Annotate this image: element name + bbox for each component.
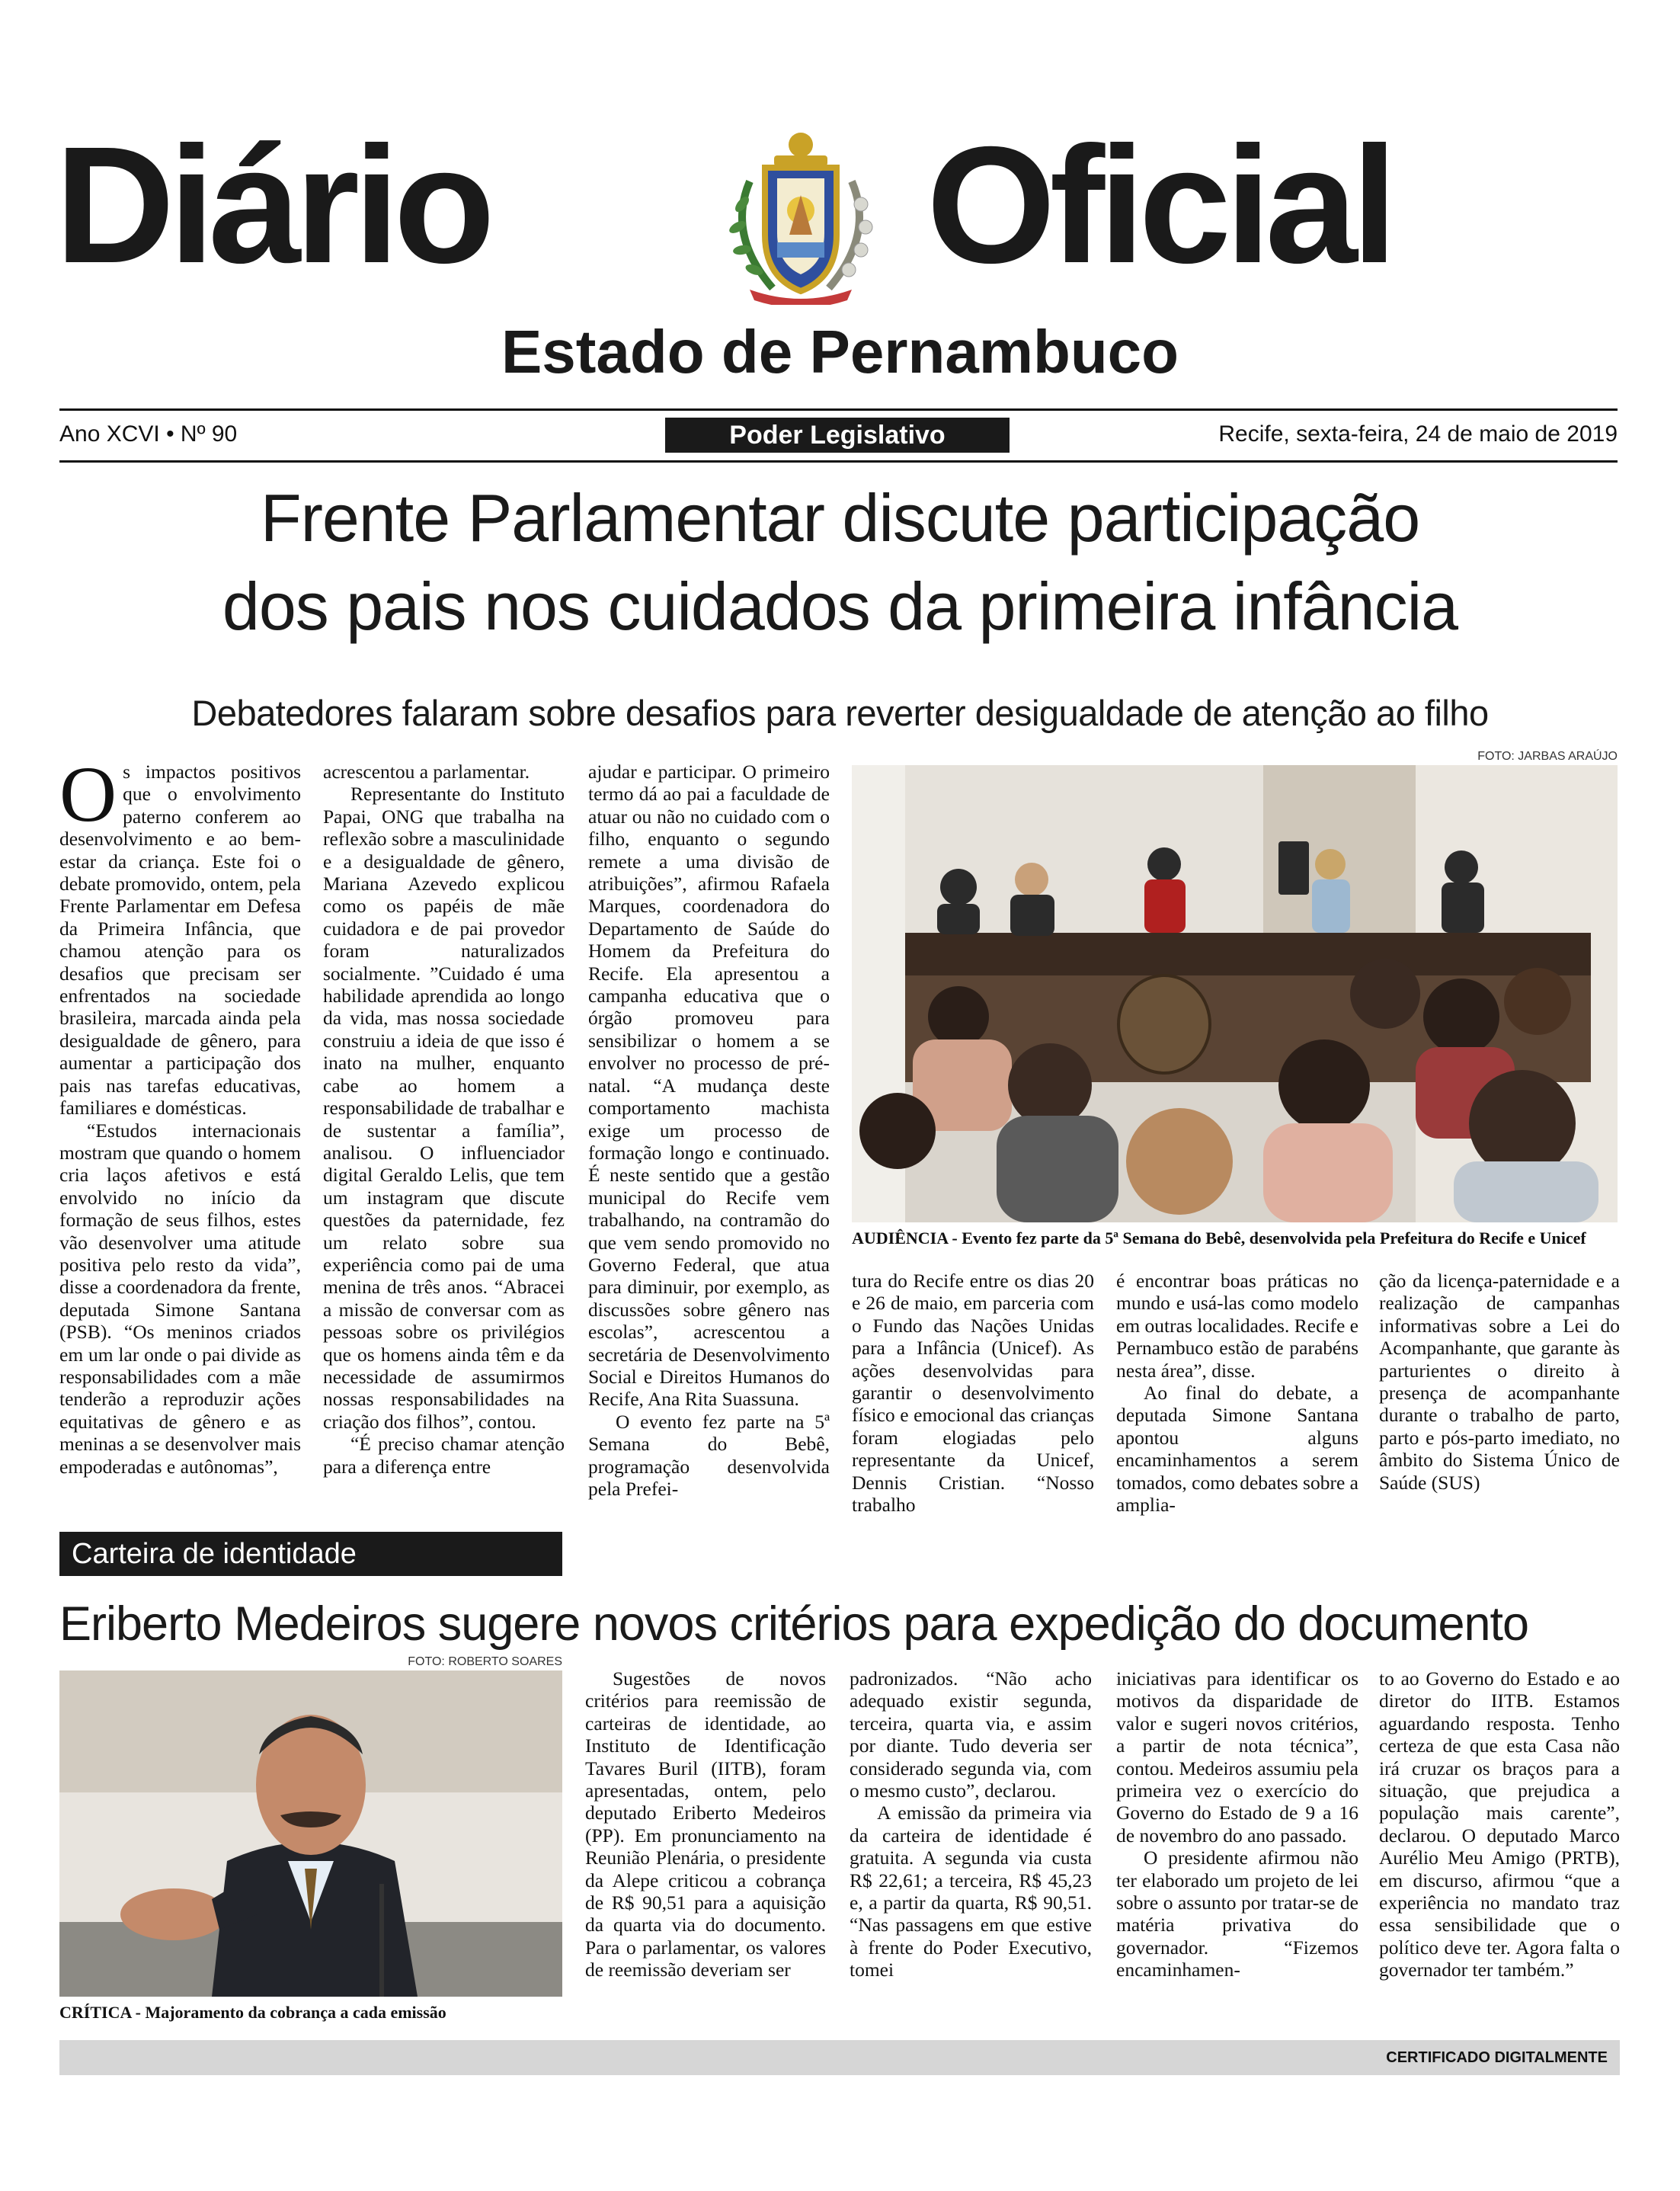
article1-photo-credit: FOTO: JARBAS ARAÚJO <box>1477 750 1618 763</box>
article1-col1-para-1-text: s impactos positivos que o envolvimento paterno conferem ao desenvolvimento e ao bem-estar da criança. Este foi o debate promovido, ontem, pela Frente Parlamentar em Defesa da Primeira Infância, que chamou atenção para os desafios que precisam ser enfrentados na sociedade brasileira, marcada ainda pela desigualdade de gênero, para aumentar a participação dos pais nas tarefas educativas, familiares e domésticas. <box>59 761 301 1120</box>
article2-column-2 <box>850 1667 1092 1981</box>
article2-col2-para-2: A emissão da primeira via da carteira de identidade é gratuita. A segunda via custa R$ 22,61; a terceira, R$ 45,23 e, a partir da quarta, R$ 90,51. “Nas passagens em que estive à frente do Poder Executivo, tomei <box>850 1802 1092 1981</box>
article1-column-2 <box>323 761 565 1478</box>
article1-column-3 <box>588 761 830 1500</box>
article2-kicker: Carteira de identidade <box>59 1532 562 1576</box>
article2-column-1 <box>585 1667 826 1981</box>
masthead-title-left: Diário <box>55 113 489 298</box>
article2-column-4 <box>1379 1667 1620 1981</box>
issue-number: Ano XCVI • Nº 90 <box>59 421 238 447</box>
article1-column-1 <box>59 751 301 1478</box>
masthead-title-right: Oficial <box>926 113 1392 298</box>
article2-photo-credit: FOTO: ROBERTO SOARES <box>408 1655 562 1668</box>
article2-col2-para-1: padronizados. “Não acho adequado existir segunda, terceira, quarta via, e assim por diante. Tudo deveria ser considerado segunda via, com o mesmo custo”, declarou. <box>850 1667 1092 1802</box>
article1-col2-para-3: “É preciso chamar atenção para a diferença entre <box>323 1433 565 1478</box>
article1-col2-para-1: acrescentou a parlamentar. <box>323 761 530 783</box>
article2-photo-speaker <box>59 1670 562 1997</box>
masthead-subtitle: Estado de Pernambuco <box>501 318 1179 386</box>
article1-col3-para-2: O evento fez parte na 5ª Semana do Bebê, programação desenvolvida pela Prefei- <box>588 1410 830 1500</box>
article2-col4-para-1: to ao Governo do Estado e ao diretor do IITB. Estamos aguardando resposta. Tenho certeza de que esta Casa não irá cruzar os braços para a situação, que prejudica a população mais carente”, declarou. O deputado Marco Aurélio Meu Amigo (PRTB), em discurso, afirmou “que a experiência no mandato traz essa sensibilidade que o político deve ter. Agora falta o governador ter também.” <box>1379 1667 1620 1981</box>
article2-column-3 <box>1116 1667 1358 1981</box>
article1-col5-para-1: é encontrar boas práticas no mundo e usá-las como modelo em outras localidades. Recife e Pernambuco estão de parabéns nesta área”, disse. <box>1116 1270 1358 1382</box>
article1-column-6 <box>1379 1270 1620 1494</box>
article1-column-4 <box>852 1270 1094 1516</box>
article1-headline-line2: dos pais nos cuidados da primeira infância <box>222 569 1458 644</box>
article1-headline <box>0 479 1680 646</box>
masthead-rule-top <box>59 408 1618 411</box>
article1-col6-para-1: ção da licença-paternidade e a realização de campanhas informativas sobre a Lei do Acompanhante, que garante às parturientes o direito à presença de acompanhante durante o trabalho de parto, parto e pós-parto imediato, no âmbito do Sistema Único de Saúde (SUS) <box>1379 1270 1620 1494</box>
masthead-rule-bottom <box>59 460 1618 463</box>
article2-headline: Eriberto Medeiros sugere novos critérios para expedição do documento <box>59 1597 1529 1651</box>
article2-col3-para-1: iniciativas para identificar os motivos da disparidade de valor e sugeri novos critérios, a partir de nota técnica”, contou. Medeiros assumiu pela primeira vez o exercício do Governo do Estado de 9 a 16 de novembro do ano passado. <box>1116 1667 1358 1847</box>
article2-col1-para-1: Sugestões de novos critérios para reemissão de carteiras de identidade, ao Instituto de Identificação Tavares Buril (IITB), foram apresentadas, ontem, pelo deputado Eriberto Medeiros (PP). Em pronunciamento na Reunião Plenária, o presidente da Alepe criticou a cobrança de R$ 90,51 para a aquisição da quarta via do documento. Para o parlamentar, os valores de reemissão deveriam ser <box>585 1667 826 1981</box>
digital-certification-footer: CERTIFICADO DIGITALMENTE <box>59 2040 1620 2075</box>
article1-col5-para-2: Ao final do debate, a deputada Simone Santana apontou alguns encaminhamentos a serem tomados, como debates sobre a amplia- <box>1116 1382 1358 1517</box>
article1-headline-line1: Frente Parlamentar discute participação <box>260 480 1420 556</box>
section-label: Poder Legislativo <box>665 418 1010 453</box>
article2-photo-caption: CRÍTICA - Majoramento da cobrança a cada emissão <box>59 2003 446 2022</box>
article1-col1-para-1 <box>59 751 301 1120</box>
article1-subheadline: Debatedores falaram sobre desafios para reverter desigualdade de atenção ao filho <box>191 693 1489 733</box>
article2-col3-para-2: O presidente afirmou não ter elaborado um projeto de lei sobre o assunto por tratar-se de matéria privativa do governador. “Fizemos encaminhamen- <box>1116 1847 1358 1981</box>
article1-col4-para-1: tura do Recife entre os dias 20 e 26 de maio, em parceria com o Fundo das Nações Unidas para a Infância (Unicef). As ações desenvolvidas para garantir o desenvolvimento físico e emocional das crianças foram elogiadas pelo representante da Unicef, Dennis Cristian. “Nosso trabalho <box>852 1270 1094 1517</box>
dropcap: O <box>59 751 117 838</box>
article1-col2-para-2: Representante do Instituto Papai, ONG que trabalha na reflexão sobre a masculinidade e a desigualdade de gênero, Mariana Azevedo explicou como os papéis de mãe cuidadora e de pai provedor foram naturalizados socialmente. ”Cuidado é uma habilidade aprendida ao longo da vida, mas nossa sociedade construiu a ideia de que isso é inato na mulher, enquanto cabe ao homem a responsabilidade de trabalhar e de sustentar a família”, analisou. O influenciador digital Geraldo Lelis, que tem um instagram que discute questões da paternidade, fez um relato sobre sua experiência como pai de uma menina de três anos. “Abracei a missão de conversar com as pessoas sobre os privilégios que os homens ainda têm e da necessidade de assumirmos nossas responsabilidades na criação dos filhos”, contou. <box>323 783 565 1433</box>
dateline: Recife, sexta-feira, 24 de maio de 2019 <box>1218 421 1618 447</box>
article1-photo-caption: AUDIÊNCIA - Evento fez parte da 5ª Semana do Bebê, desenvolvida pela Prefeitura do Recife e Unicef <box>852 1228 1586 1248</box>
article1-col1-para-2: “Estudos internacionais mostram que quando o homem cria laços afetivos e está envolvido no início da formação de seus filhos, estes vão desenvolver uma atitude positiva pelo resto da vida”, disse a coordenadora da frente, deputada Simone Santana (PSB). “Os meninos criados em um lar onde o pai divide as responsabilidades com a mãe tenderão a reproduzir ações equitativas de gênero e as meninas a se desenvolver mais empoderadas e autônomas”, <box>59 1119 301 1478</box>
article1-photo-audience <box>852 765 1618 1222</box>
article1-column-5 <box>1116 1270 1358 1516</box>
article1-col3-para-1: ajudar e participar. O primeiro termo dá ao pai a faculdade de atuar ou não no cuidado com o filho, enquanto o segundo remete a uma divisão de atribuições”, afirmou Rafaela Marques, coordenadora do Departamento de Saúde do Homem da Prefeitura do Recife. Ela apresentou a campanha educativa que o órgão promoveu para sensibilizar o homem a se envolver no processo de pré-natal. “A mudança deste comportamento machista exige um processo de formação longo e continuado. É neste sentido que a gestão municipal do Recife vem trabalhando, na contramão do que vem sendo promovido no Governo Federal, que atua para diminuir, por exemplo, as discussões sobre gênero nas escolas”, acrescentou a secretária de Desenvolvimento Social e Direitos Humanos do Recife, Ana Rita Suassuna. <box>588 761 830 1411</box>
pernambuco-coat-of-arms-icon <box>719 128 882 305</box>
